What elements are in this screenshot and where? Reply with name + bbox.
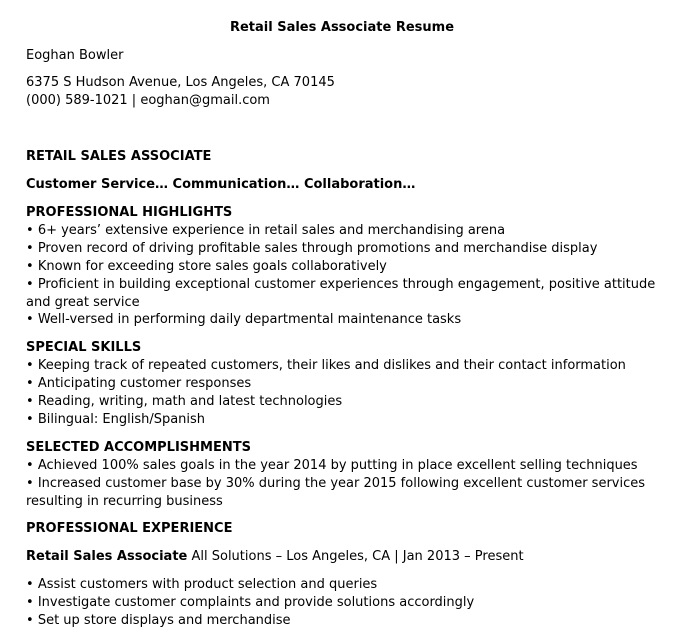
- skill-item: • Reading, writing, math and latest technologies: [26, 393, 342, 411]
- job-line: [26, 548, 524, 566]
- highlight-item: • Known for exceeding store sales goals collaboratively: [26, 258, 387, 276]
- highlight-item: • Proven record of driving profitable sales through promotions and merchandise display: [26, 240, 597, 258]
- duty-item: • Assist customers with product selection and queries: [26, 576, 377, 594]
- resume-headline: RETAIL SALES ASSOCIATE: [26, 149, 212, 164]
- duty-item: • Set up store displays and merchandise: [26, 612, 291, 630]
- candidate-address: 6375 S Hudson Avenue, Los Angeles, CA 70145: [26, 75, 335, 90]
- skill-item: • Anticipating customer responses: [26, 375, 251, 393]
- section-heading-highlights: PROFESSIONAL HIGHLIGHTS: [26, 205, 233, 220]
- resume-tagline: Customer Service… Communication… Collaboration…: [26, 177, 416, 192]
- skill-item: • Bilingual: English/Spanish: [26, 411, 205, 429]
- candidate-name: Eoghan Bowler: [26, 48, 124, 63]
- section-heading-skills: SPECIAL SKILLS: [26, 340, 142, 355]
- highlight-item: • 6+ years’ extensive experience in retail sales and merchandising arena: [26, 222, 505, 240]
- highlight-item: • Well-versed in performing daily departmental maintenance tasks: [26, 311, 461, 329]
- accomplishment-item: • Achieved 100% sales goals in the year 2014 by putting in place excellent selling techniques: [26, 457, 638, 475]
- skill-item: • Keeping track of repeated customers, their likes and dislikes and their contact information: [26, 357, 626, 375]
- candidate-contact: (000) 589-1021 | eoghan@gmail.com: [26, 93, 270, 108]
- section-heading-accomplishments: SELECTED ACCOMPLISHMENTS: [26, 440, 251, 455]
- highlight-item: • Proficient in building exceptional customer experiences through engagement, positive attitude and great service: [26, 276, 666, 312]
- resume-title: Retail Sales Associate Resume: [229, 20, 455, 35]
- section-heading-experience: PROFESSIONAL EXPERIENCE: [26, 521, 233, 536]
- job-details: All Solutions – Los Angeles, CA | Jan 2013 – Present: [187, 549, 524, 564]
- job-title: Retail Sales Associate: [26, 549, 188, 564]
- accomplishment-item: • Increased customer base by 30% during the year 2015 following excellent customer services resulting in recurring business: [26, 475, 666, 511]
- duty-item: • Investigate customer complaints and provide solutions accordingly: [26, 594, 474, 612]
